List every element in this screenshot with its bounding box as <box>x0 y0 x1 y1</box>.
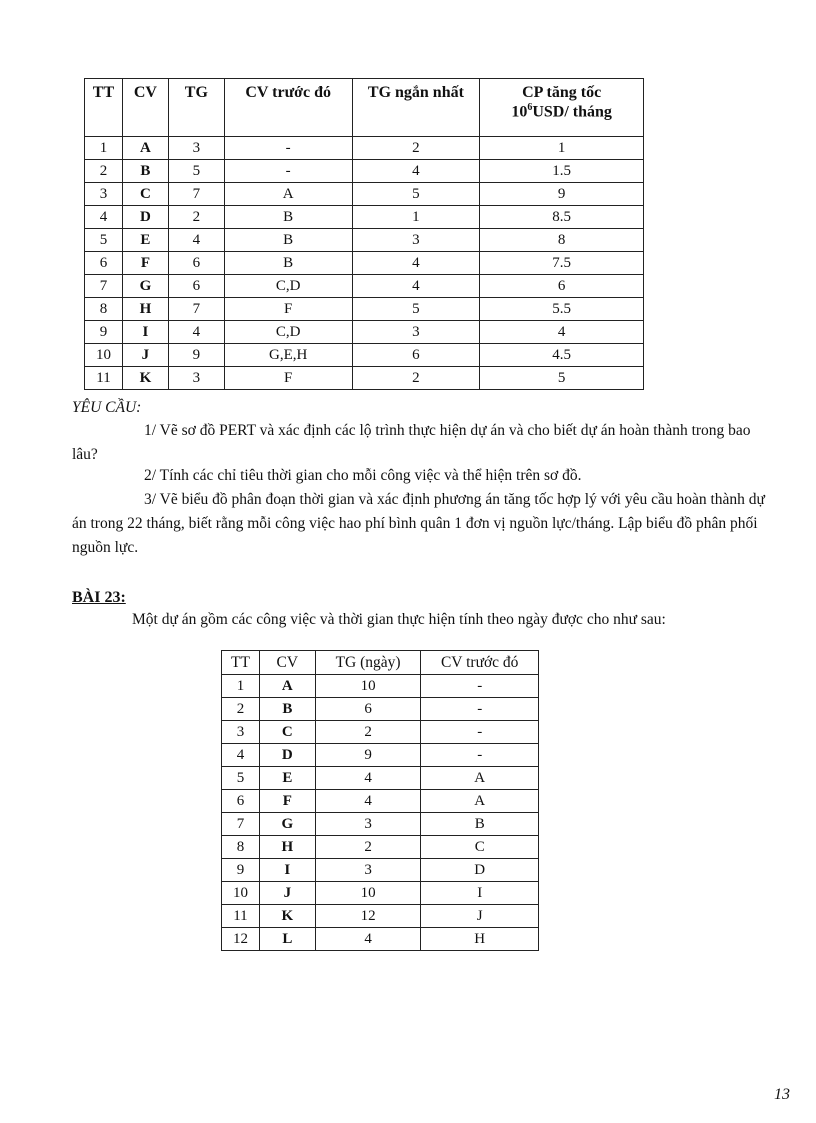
tg-cell: 5 <box>168 160 224 183</box>
table-row <box>85 206 644 229</box>
shortest-time-cell: 6 <box>352 344 480 367</box>
table1-header-predecessor: CV trước đó <box>224 79 352 137</box>
cv-cell: L <box>259 928 315 951</box>
requirement-3: 3/ Vẽ biểu đồ phân đoạn thời gian và xác định phương án tăng tốc hợp lý với yêu cầu hoàn thành dự án trong 22 tháng, biết rằng mỗi công việc hao phí bình quân 1 đơn vị nguồn lực/tháng. Lập biểu đồ phân phối nguồn lực. <box>72 491 765 556</box>
table-row <box>222 813 539 836</box>
shortest-time-cell: 4 <box>352 160 480 183</box>
tg-cell: 7 <box>168 298 224 321</box>
crash-cost-cell: 8 <box>480 229 644 252</box>
cv-cell: I <box>259 859 315 882</box>
tt-cell: 11 <box>222 905 260 928</box>
tt-cell: 11 <box>85 367 123 390</box>
cv-cell: K <box>122 367 168 390</box>
tt-cell: 10 <box>222 882 260 905</box>
tg-cell: 6 <box>168 275 224 298</box>
time-days-cell: 3 <box>315 813 421 836</box>
activity-table-2 <box>221 650 539 951</box>
cv-cell: G <box>122 275 168 298</box>
shortest-time-cell: 1 <box>352 206 480 229</box>
crash-cost-prefix: 10 <box>511 103 528 121</box>
cv-cell: F <box>259 790 315 813</box>
crash-cost-cell: 1.5 <box>480 160 644 183</box>
crash-cost-cell: 4 <box>480 321 644 344</box>
table-row <box>222 859 539 882</box>
predecessor-cell: A <box>421 767 539 790</box>
tt-cell: 2 <box>85 160 123 183</box>
table2-header-time-days: TG (ngày) <box>315 651 421 675</box>
tt-cell: 7 <box>222 813 260 836</box>
table2-header-predecessor: CV trước đó <box>421 651 539 675</box>
table-row <box>222 721 539 744</box>
table1-body <box>85 137 644 390</box>
predecessor-cell: D <box>421 859 539 882</box>
predecessor-cell: C,D <box>224 275 352 298</box>
requirement-2: 2/ Tính các chỉ tiêu thời gian cho mỗi công việc và thể hiện trên sơ đồ. <box>144 467 582 484</box>
table-row <box>85 298 644 321</box>
tt-cell: 3 <box>222 721 260 744</box>
table-row <box>222 928 539 951</box>
predecessor-cell: - <box>421 721 539 744</box>
shortest-time-cell: 3 <box>352 321 480 344</box>
tt-cell: 8 <box>85 298 123 321</box>
cv-cell: H <box>122 298 168 321</box>
tt-cell: 7 <box>85 275 123 298</box>
cv-cell: I <box>122 321 168 344</box>
cv-cell: J <box>122 344 168 367</box>
table1-header-tt: TT <box>85 79 123 137</box>
table-row <box>222 882 539 905</box>
crash-cost-exponent: 6 <box>527 102 533 113</box>
tt-cell: 12 <box>222 928 260 951</box>
table1-header-cv: CV <box>122 79 168 137</box>
crash-cost-line2 <box>480 102 643 121</box>
crash-cost-cell: 8.5 <box>480 206 644 229</box>
predecessor-cell: - <box>224 137 352 160</box>
requirements-heading: YÊU CẦU: <box>72 399 142 416</box>
tt-cell: 1 <box>85 137 123 160</box>
time-days-cell: 4 <box>315 790 421 813</box>
table-row <box>85 367 644 390</box>
predecessor-cell: - <box>224 160 352 183</box>
cv-cell: K <box>259 905 315 928</box>
predecessor-cell: - <box>421 698 539 721</box>
cv-cell: C <box>122 183 168 206</box>
crash-cost-cell: 1 <box>480 137 644 160</box>
table2-header-cv: CV <box>259 651 315 675</box>
time-days-cell: 4 <box>315 928 421 951</box>
tt-cell: 9 <box>85 321 123 344</box>
time-days-cell: 2 <box>315 836 421 859</box>
page-number: 13 <box>774 1086 790 1103</box>
cv-cell: E <box>259 767 315 790</box>
tt-cell: 5 <box>85 229 123 252</box>
time-days-cell: 3 <box>315 859 421 882</box>
table-row <box>222 767 539 790</box>
predecessor-cell: F <box>224 367 352 390</box>
table2-header-row <box>222 651 539 675</box>
table-row <box>222 698 539 721</box>
table-row <box>85 137 644 160</box>
table-row <box>85 275 644 298</box>
shortest-time-cell: 2 <box>352 137 480 160</box>
table-row <box>222 744 539 767</box>
predecessor-cell: B <box>224 229 352 252</box>
cv-cell: H <box>259 836 315 859</box>
predecessor-cell: B <box>224 206 352 229</box>
cv-cell: D <box>259 744 315 767</box>
shortest-time-cell: 5 <box>352 298 480 321</box>
time-days-cell: 4 <box>315 767 421 790</box>
shortest-time-cell: 3 <box>352 229 480 252</box>
predecessor-cell: G,E,H <box>224 344 352 367</box>
shortest-time-cell: 5 <box>352 183 480 206</box>
cv-cell: B <box>259 698 315 721</box>
predecessor-cell: A <box>224 183 352 206</box>
tt-cell: 5 <box>222 767 260 790</box>
crash-cost-line1: CP tăng tốc <box>522 84 602 101</box>
tg-cell: 4 <box>168 321 224 344</box>
tg-cell: 6 <box>168 252 224 275</box>
shortest-time-cell: 2 <box>352 367 480 390</box>
cv-cell: C <box>259 721 315 744</box>
predecessor-cell: C,D <box>224 321 352 344</box>
tg-cell: 9 <box>168 344 224 367</box>
predecessor-cell: B <box>421 813 539 836</box>
shortest-time-cell: 4 <box>352 275 480 298</box>
requirement-1: 1/ Vẽ sơ đồ PERT và xác định các lộ trình thực hiện dự án và cho biết dự án hoàn thành trong bao lâu? <box>72 422 751 463</box>
table-row <box>85 229 644 252</box>
crash-cost-cell: 5.5 <box>480 298 644 321</box>
tt-cell: 6 <box>85 252 123 275</box>
crash-cost-cell: 5 <box>480 367 644 390</box>
predecessor-cell: C <box>421 836 539 859</box>
crash-cost-cell: 4.5 <box>480 344 644 367</box>
table1-header-tg: TG <box>168 79 224 137</box>
exercise-title: BÀI 23: <box>72 589 126 606</box>
tt-cell: 2 <box>222 698 260 721</box>
table-row <box>222 790 539 813</box>
tg-cell: 3 <box>168 137 224 160</box>
cv-cell: D <box>122 206 168 229</box>
table-row <box>222 836 539 859</box>
predecessor-cell: - <box>421 744 539 767</box>
predecessor-cell: H <box>421 928 539 951</box>
cv-cell: G <box>259 813 315 836</box>
table1-header-shortest-time: TG ngắn nhất <box>352 79 480 137</box>
tt-cell: 10 <box>85 344 123 367</box>
predecessor-cell: F <box>224 298 352 321</box>
table2-body <box>222 675 539 951</box>
crash-cost-cell: 7.5 <box>480 252 644 275</box>
tt-cell: 9 <box>222 859 260 882</box>
predecessor-cell: A <box>421 790 539 813</box>
cv-cell: A <box>259 675 315 698</box>
predecessor-cell: I <box>421 882 539 905</box>
time-days-cell: 6 <box>315 698 421 721</box>
activity-table-1 <box>84 78 644 390</box>
tt-cell: 1 <box>222 675 260 698</box>
crash-cost-cell: 6 <box>480 275 644 298</box>
cv-cell: B <box>122 160 168 183</box>
table-row <box>85 321 644 344</box>
tg-cell: 3 <box>168 367 224 390</box>
predecessor-cell: B <box>224 252 352 275</box>
crash-cost-suffix: USD/ tháng <box>532 103 612 121</box>
table-row <box>85 344 644 367</box>
table-row <box>85 160 644 183</box>
tt-cell: 8 <box>222 836 260 859</box>
tg-cell: 7 <box>168 183 224 206</box>
table-row <box>85 252 644 275</box>
table-row <box>222 675 539 698</box>
table-row <box>85 183 644 206</box>
cv-cell: F <box>122 252 168 275</box>
table1-header-row <box>85 79 644 137</box>
table2-header-tt: TT <box>222 651 260 675</box>
time-days-cell: 9 <box>315 744 421 767</box>
table-row <box>222 905 539 928</box>
cv-cell: J <box>259 882 315 905</box>
time-days-cell: 2 <box>315 721 421 744</box>
crash-cost-cell: 9 <box>480 183 644 206</box>
tt-cell: 3 <box>85 183 123 206</box>
tg-cell: 4 <box>168 229 224 252</box>
time-days-cell: 10 <box>315 675 421 698</box>
tg-cell: 2 <box>168 206 224 229</box>
tt-cell: 4 <box>222 744 260 767</box>
exercise-intro: Một dự án gồm các công việc và thời gian thực hiện tính theo ngày được cho như sau: <box>132 611 666 628</box>
table1-header-crash-cost <box>480 79 644 137</box>
tt-cell: 4 <box>85 206 123 229</box>
shortest-time-cell: 4 <box>352 252 480 275</box>
cv-cell: A <box>122 137 168 160</box>
predecessor-cell: - <box>421 675 539 698</box>
time-days-cell: 10 <box>315 882 421 905</box>
predecessor-cell: J <box>421 905 539 928</box>
cv-cell: E <box>122 229 168 252</box>
tt-cell: 6 <box>222 790 260 813</box>
time-days-cell: 12 <box>315 905 421 928</box>
